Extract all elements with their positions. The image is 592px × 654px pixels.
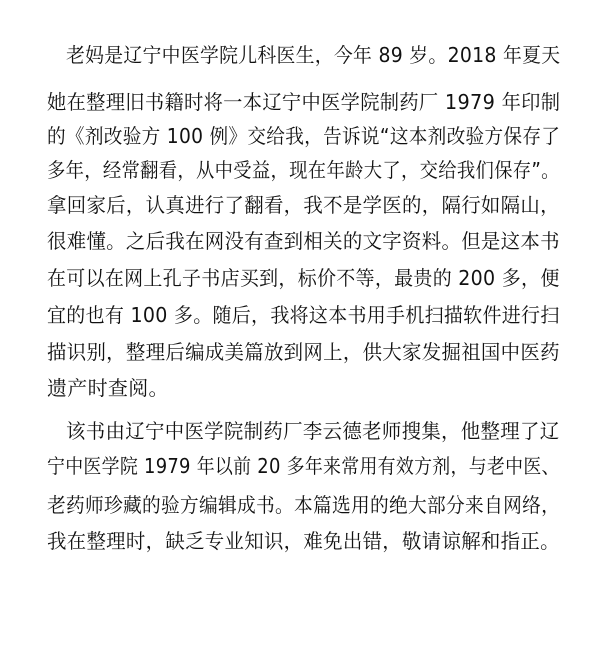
paragraph-1-line-8: 宜的也有 100 多。随后，我将这本书用手机扫描软件进行扫 — [47, 303, 560, 327]
paragraph-1-line-5: 拿回家后，认真进行了翻看，我不是学医的，隔行如隔山， — [47, 193, 560, 217]
paragraph-1-line-1: 老妈是辽宁中医学院儿科医生，今年 89 岁。2018 年夏天 — [66, 43, 561, 67]
paragraph-1-line-3: 的《剂改验方 100 例》交给我，告诉说“这本剂改验方保存了 — [47, 124, 561, 148]
paragraph-1-line-6: 很难懂。之后我在网没有查到相关的文字资料。但是这本书 — [47, 229, 560, 253]
paragraph-1-line-9: 描识别，整理后编成美篇放到网上，供大家发掘祖国中医药 — [47, 340, 560, 364]
paragraph-1-line-4: 多年，经常翻看，从中受益，现在年龄大了，交给我们保存”。 — [47, 158, 560, 182]
paragraph-2-line-4: 我在整理时，缺乏专业知识，难免出错，敬请谅解和指正。 — [47, 529, 560, 553]
paragraph-1-line-7: 在可以在网上孔子书店买到，标价不等，最贵的 200 多，便 — [47, 266, 560, 290]
paragraph-1-line-2: 她在整理旧书籍时将一本辽宁中医学院制药厂 1979 年印制 — [47, 90, 561, 114]
paragraph-2-line-1: 该书由辽宁中医学院制药厂李云德老师搜集，他整理了辽 — [66, 419, 560, 443]
paragraph-1-line-10: 遗产时查阅。 — [47, 376, 169, 400]
paragraph-2-line-2: 宁中医学院 1979 年以前 20 多年来常用有效方剂，与老中医、 — [47, 454, 560, 478]
paragraph-2-line-3: 老药师珍藏的验方编辑成书。本篇选用的绝大部分来自网络， — [47, 493, 561, 517]
